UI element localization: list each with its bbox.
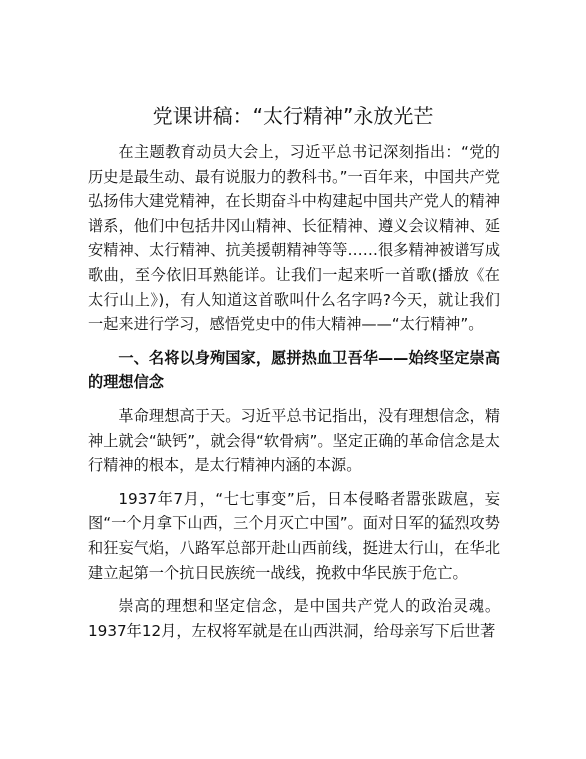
- paragraph-1937-july: 1937年7月，“七七事变”后，日本侵略者嚣张跋扈，妄图“一个月拿下山西，三个月灭亡中国”。面对日军的猛烈攻势和狂妄气焰，八路军总部开赴山西前线，挺进太行山，在华北建立起第一个抗日民族统一战线，挽救中华民族于危亡。: [88, 489, 500, 582]
- paragraph-ideals: 革命理想高于天。习近平总书记指出，没有理想信念，精神上就会“缺钙”，就会得“软骨病”。坚定正确的革命信念是太行精神的根本，是太行精神内涵的本源。: [88, 406, 500, 475]
- paragraph-intro: 在主题教育动员大会上，习近平总书记深刻指出：“党的历史是最生动、最有说服力的教科书。”一百年来，中国共产党弘扬伟大建党精神，在长期奋斗中构建起中国共产党人的精神谱系，他们中包括井冈山精神、长征精神、遵义会议精神、延安精神、太行精神、抗美援朝精神等等……很多精神被谱写成歌曲，至今依旧耳熟能详。让我们一起来听一首歌(播放《在太行山上》)，有人知道这首歌叫什么名字吗?今天，就让我们一起来进行学习，感悟党史中的伟大精神——“太行精神”。: [88, 143, 500, 334]
- section-heading: 一、名将以身殉国家，愿拼热血卫吾华——始终坚定崇高的理想信念: [88, 348, 500, 392]
- body-text: [88, 140, 500, 652]
- page-title: 党课讲稿：“太行精神”永放光芒: [152, 104, 434, 128]
- paragraph-belief: 崇高的理想和坚定信念，是中国共产党人的政治灵魂。1937年12月，左权将军就是在山西洪洞，给母亲写下后世著: [88, 597, 500, 640]
